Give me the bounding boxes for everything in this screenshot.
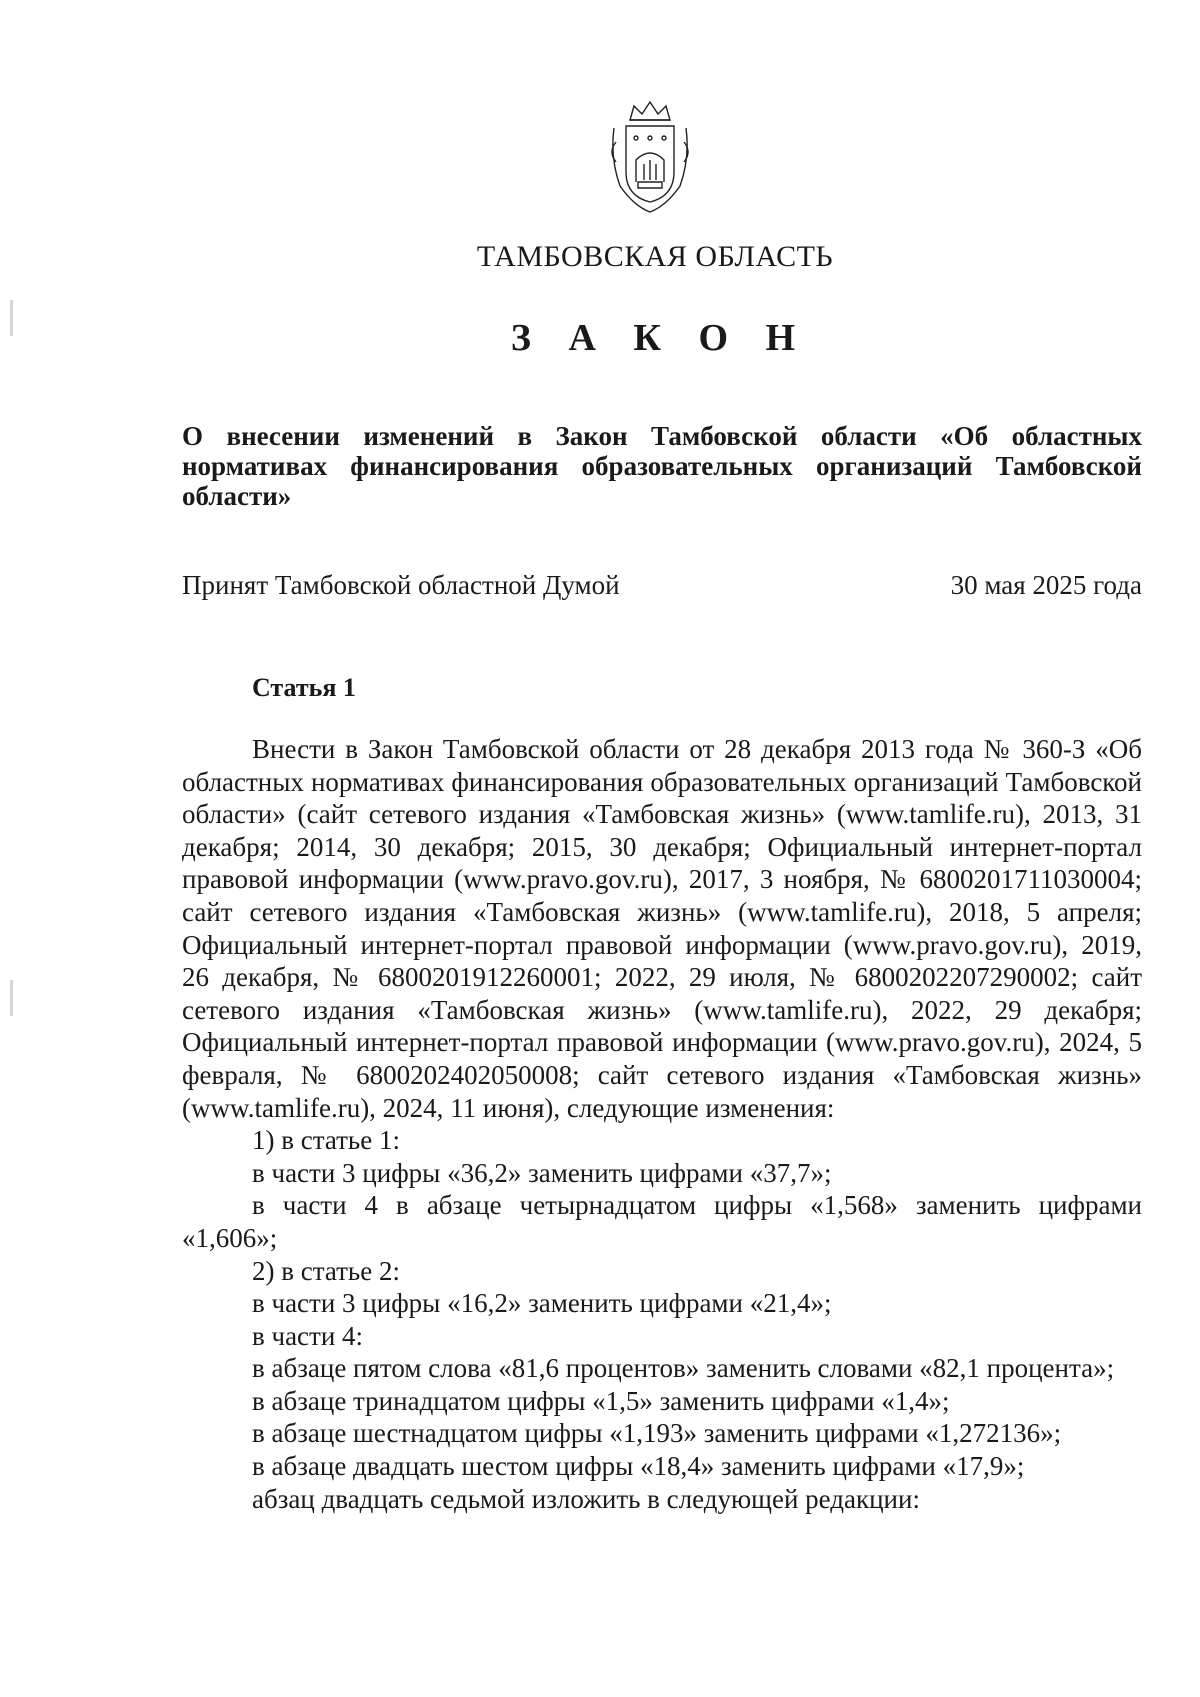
list-item: в абзаце тринадцатом цифры «1,5» заменить цифрами «1,4»; bbox=[252, 1385, 950, 1416]
list-item: 2) в статье 2: bbox=[252, 1255, 400, 1286]
document-type: З А К О Н bbox=[510, 317, 810, 359]
law-title: О внесении изменений в Закон Тамбовской области «Об областных нормативах финансирования образовательных организаций Тамбовской области» bbox=[182, 421, 1142, 511]
article-intro: Внести в Закон Тамбовской области от 28 декабря 2013 года № 360-З «Об областных нормативах финансирования образовательных организаций Тамбовской области» (сайт сетевого издания «Тамбовская жизнь» (www.tamlife.ru), 2013, 31 декабря; 2014, 30 декабря; 2015, 30 декабря; Официальный интернет-портал правовой информации (www.pravo.gov.ru), 2017, 3 ноября, № 6800201711030004; сайт сетевого издания «Тамбовская жизнь» (www.tamlife.ru), 2018, 5 апреля; Официальный интернет-портал правовой информации (www.pravo.gov.ru), 2019, 26 декабря, № 6800201912260001; 2022, 29 июля, № 6800202207290002; сайт сетевого издания «Тамбовская жизнь» (www.tamlife.ru), 2022, 29 декабря; Официальный интернет-портал правовой информации (www.pravo.gov.ru), 2024, 5 февраля, № 6800202402050008; сайт сетевого издания «Тамбовская жизнь» (www.tamlife.ru), 2024, 11 июня), следующие изменения: bbox=[182, 734, 1142, 1123]
list-item: абзац двадцать седьмой изложить в следующей редакции: bbox=[252, 1483, 920, 1514]
list-item: в абзаце двадцать шестом цифры «18,4» заменить цифрами «17,9»; bbox=[252, 1451, 1025, 1482]
list-item: в части 3 цифры «16,2» заменить цифрами «21,4»; bbox=[252, 1288, 832, 1319]
region-name: ТАМБОВСКАЯ ОБЛАСТЬ bbox=[476, 240, 834, 273]
list-item: 1) в статье 1: bbox=[252, 1125, 400, 1156]
list-item: в абзаце шестнадцатом цифры «1,193» заменить цифрами «1,272136»; bbox=[252, 1418, 1062, 1449]
scan-margin-mark bbox=[10, 980, 13, 1016]
list-item: в части 3 цифры «36,2» заменить цифрами «37,7»; bbox=[252, 1157, 832, 1188]
list-item: в абзаце пятом слова «81,6 процентов» заменить словами «82,1 процента»; bbox=[252, 1353, 1115, 1384]
list-item: в части 4: bbox=[252, 1320, 364, 1351]
tambov-coat-of-arms-icon bbox=[600, 98, 700, 218]
scan-margin-mark bbox=[10, 300, 13, 336]
article-heading: Статья 1 bbox=[252, 673, 356, 702]
list-item: в части 4 в абзаце четырнадцатом цифры «1,568» заменить цифрами «1,606»; bbox=[182, 1190, 1142, 1253]
adoption-date: 30 мая 2025 года bbox=[950, 570, 1142, 600]
adopted-by: Принят Тамбовской областной Думой bbox=[182, 570, 620, 600]
adoption-line bbox=[182, 570, 1142, 601]
article-body bbox=[182, 733, 1142, 1515]
